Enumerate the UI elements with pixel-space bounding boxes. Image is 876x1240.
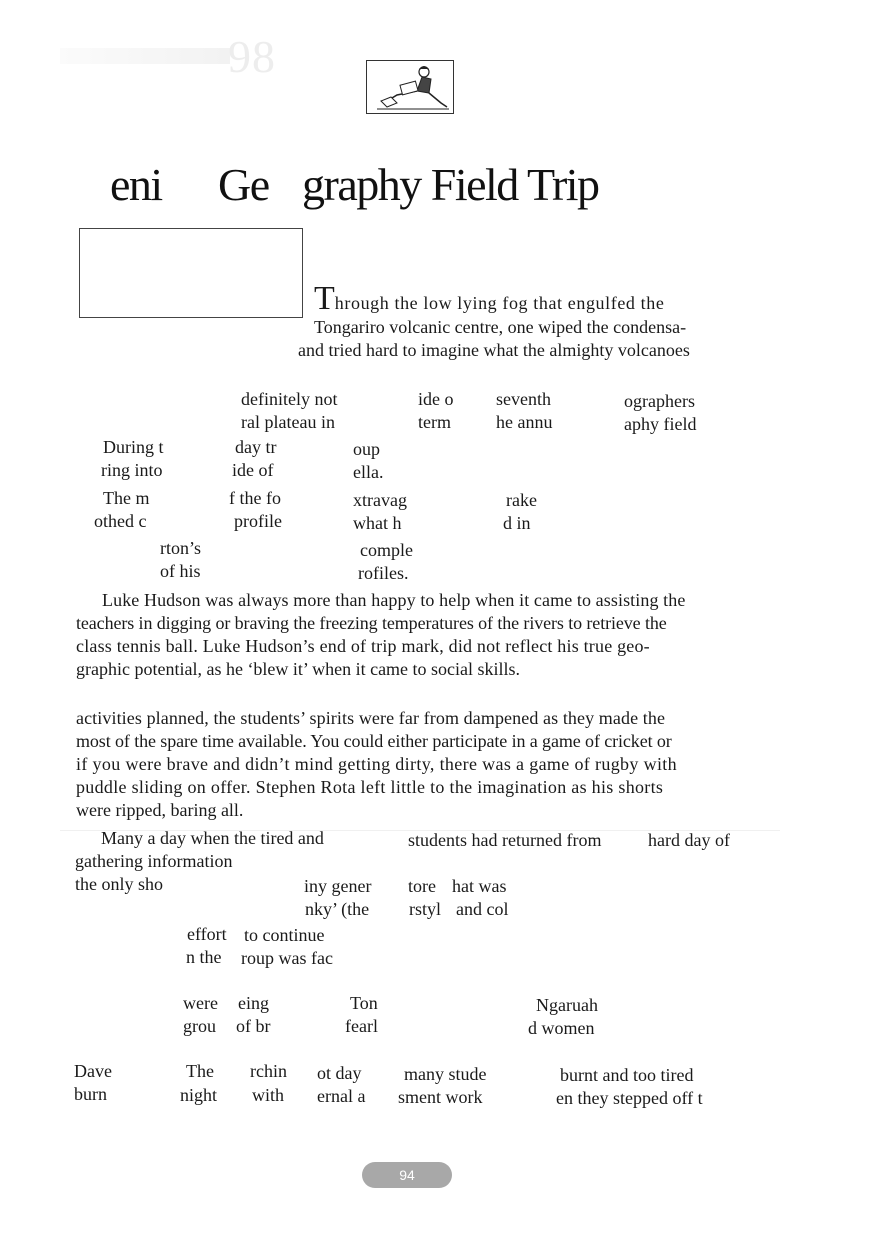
title-part-3: graphy Field Trip [302,159,599,210]
frag7-a2: burn [74,1084,107,1104]
frag6-b2: of br [236,1016,271,1036]
frag1-a2: ral plateau in [241,412,335,432]
activities-line-1: activities planned, the students’ spirits were far from dampened as they made the [76,708,666,728]
frag7-d2: ernal a [317,1086,366,1106]
many-line-4d: and col [456,899,509,919]
frag3-d2: d in [503,513,531,533]
many-line-3a: the only sho [75,874,163,894]
frag2-a2: ring into [101,460,163,480]
activities-line-3: if you were brave and didn’t mind getting dirty, there was a game of rugby with [76,754,677,774]
many-line-1a: Many a day when the tired and [101,828,324,848]
frag3-c2: what h [353,513,402,533]
title-part-2: Ge [218,159,269,210]
frag5-b1: to continue [244,925,325,945]
many-line-3b: iny gener [304,876,372,896]
frag7-f2: en they stepped off t [556,1088,703,1108]
frag4-b2: rofiles. [358,563,409,583]
frag1-b2: term [418,412,451,432]
frag2-c1: oup [353,439,380,459]
frag3-c1: xtravag [353,490,407,510]
frag1-b1: ide o [418,389,454,409]
frag4-a1: rton’s [160,538,202,558]
intro-line-3: and tried hard to imagine what the almighty volcanoes [298,340,690,360]
frag3-b2: profile [234,511,282,531]
luke-line-1: Luke Hudson was always more than happy to help when it came to assisting the [102,590,686,610]
frag5-b2: roup was fac [241,948,333,968]
frag1-a1: definitely not [241,389,338,409]
frag6-a2: grou [183,1016,216,1036]
luke-line-4: graphic potential, as he ‘blew it’ when it came to social skills. [76,659,521,679]
intro-line-2: Tongariro volcanic centre, one wiped the condensa- [314,317,687,337]
frag1-d1: ographers [624,391,695,411]
frag7-c2: with [252,1085,285,1105]
frag7-c1: rchin [250,1061,287,1081]
frag1-c2: he annu [496,412,553,432]
frag2-a1: During t [103,437,164,457]
frag7-e1: many stude [404,1064,487,1084]
photo-placeholder-box [79,228,303,318]
frag2-c2: ella. [353,462,384,482]
frag7-e2: sment work [398,1087,483,1107]
reading-student-illustration [366,60,454,114]
many-line-1b: students had returned from [408,830,602,850]
frag6-c1: Ton [350,993,378,1013]
frag6-d1: Ngaruah [536,995,598,1015]
many-line-4c: rstyl [409,899,442,919]
intro-line-1 [314,282,664,316]
many-line-4b: nky’ (the [305,899,370,919]
title-part-1: eni [110,159,162,210]
frag5-a1: effort [187,924,227,944]
frag5-a2: n the [186,947,222,967]
frag6-b1: eing [238,993,269,1013]
frag6-a1: were [183,993,218,1013]
frag3-a1: The m [103,488,150,508]
activities-line-2: most of the spare time available. You could either participate in a game of cricket or [76,731,672,751]
frag7-b2: night [180,1085,218,1105]
sketch-icon [367,61,453,113]
activities-line-4: puddle sliding on offer. Stephen Rota left little to the imagination as his shorts [76,777,664,797]
drop-cap: T [314,280,335,317]
frag2-b2: ide of [232,460,274,480]
frag1-c1: seventh [496,389,551,409]
frag4-a2: of his [160,561,201,581]
frag3-d1: rake [506,490,537,510]
frag1-d2: aphy field [624,414,697,434]
many-line-3d: hat was [452,876,507,896]
many-line-2: gathering information [75,851,233,871]
frag6-d2: d women [528,1018,595,1038]
frag4-b1: comple [360,540,413,560]
page-number-badge: 94 [362,1162,452,1188]
faint-page-heading-number: 98 [228,31,276,82]
frag7-a1: Dave [74,1061,112,1081]
luke-line-2: teachers in digging or braving the freezing temperatures of the rivers to retrieve the [76,613,667,633]
frag7-d1: ot day [317,1063,362,1083]
faint-header-strip [60,48,230,64]
frag2-b1: day tr [235,437,277,457]
frag3-a2: othed c [94,511,147,531]
frag7-b1: The [186,1061,214,1081]
activities-line-5: were ripped, baring all. [76,800,244,820]
luke-line-3: class tennis ball. Luke Hudson’s end of trip mark, did not reflect his true geo- [76,636,650,656]
many-line-1c: hard day of [648,830,730,850]
frag7-f1: burnt and too tired [560,1065,694,1085]
frag6-c2: fearl [345,1016,378,1036]
intro-line-1-text: hrough the low lying fog that engulfed the [334,293,665,313]
frag3-b1: f the fo [229,488,281,508]
many-line-3c: tore [408,876,436,896]
